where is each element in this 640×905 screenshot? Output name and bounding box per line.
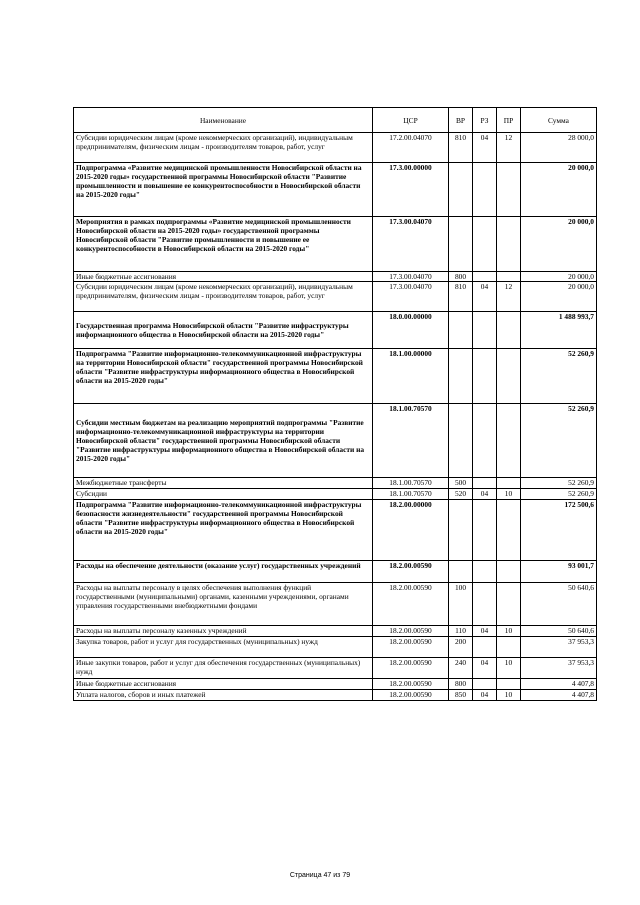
rz-cell	[473, 679, 497, 690]
pr-cell	[497, 217, 521, 272]
rz-cell	[473, 163, 497, 217]
table-row	[74, 626, 597, 637]
pr-cell	[497, 500, 521, 561]
vr-cell: 100	[449, 583, 473, 626]
header-pr: ПР	[497, 108, 521, 133]
sum-cell: 52 260,9	[521, 349, 597, 404]
pr-cell: 10	[497, 690, 521, 701]
table-row	[74, 583, 597, 626]
pr-cell	[497, 583, 521, 626]
rz-cell	[473, 404, 497, 478]
table-row	[74, 637, 597, 658]
code-cell: 17.3.00.04070	[373, 272, 449, 282]
code-cell: 18.2.00.00590	[373, 637, 449, 658]
code-cell: 18.1.00.70570	[373, 489, 449, 500]
vr-cell	[449, 404, 473, 478]
code-cell: 18.2.00.00590	[373, 626, 449, 637]
vr-cell: 800	[449, 272, 473, 282]
code-cell: 18.2.00.00590	[373, 679, 449, 690]
budget-table	[73, 107, 597, 701]
table-row	[74, 500, 597, 561]
table-row	[74, 133, 597, 163]
sum-cell: 50 640,6	[521, 583, 597, 626]
code-cell: 17.3.00.04070	[373, 217, 449, 272]
code-cell: 18.0.00.00000	[373, 312, 449, 349]
rz-cell	[473, 500, 497, 561]
pr-cell	[497, 561, 521, 583]
table-row	[74, 312, 597, 349]
rz-cell: 04	[473, 658, 497, 679]
name-cell: Иные бюджетные ассигнования	[74, 272, 373, 282]
rz-cell	[473, 217, 497, 272]
pr-cell: 10	[497, 658, 521, 679]
vr-cell	[449, 163, 473, 217]
code-cell: 18.1.00.00000	[373, 349, 449, 404]
code-cell: 18.2.00.00590	[373, 658, 449, 679]
table-body	[74, 133, 597, 701]
sum-cell: 4 407,8	[521, 679, 597, 690]
table-row	[74, 217, 597, 272]
name-cell: Субсидии юридическим лицам (кроме некоммерческих организаций), индивидуальным предпринимателям, физическим лицам - производителям товаров, работ, услуг	[74, 133, 373, 163]
sum-cell: 4 407,8	[521, 690, 597, 701]
header-sum: Сумма	[521, 108, 597, 133]
name-cell: Мероприятия в рамках подпрограммы «Развитие медицинской промышленности Новосибирской области на 2015-2020 годы» государственной программы Новосибирской области "Развитие промышленности и повышение ее конкурентоспособности в Новосибирской области на 2015-2020 годы"	[74, 217, 373, 272]
rz-cell: 04	[473, 690, 497, 701]
rz-cell	[473, 272, 497, 282]
code-cell: 18.2.00.00590	[373, 690, 449, 701]
sum-cell: 37 953,3	[521, 658, 597, 679]
sum-cell: 20 000,0	[521, 217, 597, 272]
rz-cell: 04	[473, 489, 497, 500]
code-cell: 17.2.00.04070	[373, 133, 449, 163]
table-row	[74, 679, 597, 690]
sum-cell: 52 260,9	[521, 404, 597, 478]
rz-cell	[473, 478, 497, 489]
pr-cell	[497, 272, 521, 282]
vr-cell: 800	[449, 679, 473, 690]
rz-cell	[473, 637, 497, 658]
header-code: ЦСР	[373, 108, 449, 133]
code-cell: 18.2.00.00000	[373, 500, 449, 561]
name-cell: Субсидии	[74, 489, 373, 500]
table-row	[74, 658, 597, 679]
name-cell: Субсидии юридическим лицам (кроме некоммерческих организаций), индивидуальным предпринимателям, физическим лицам - производителям товаров, работ, услуг	[74, 282, 373, 312]
table-row	[74, 690, 597, 701]
table-row	[74, 561, 597, 583]
sum-cell: 93 001,7	[521, 561, 597, 583]
rz-cell	[473, 312, 497, 349]
name-cell: Расходы на обеспечение деятельности (оказание услуг) государственных учреждений	[74, 561, 373, 583]
code-cell: 18.2.00.00590	[373, 583, 449, 626]
vr-cell: 520	[449, 489, 473, 500]
name-cell: Подпрограмма "Развитие информационно-телекоммуникационной инфраструктуры безопасности жизнедеятельности" государственной программы Новосибирской области "Развитие инфраструктуры информационного общества в Новосибирской области на 2015-2020 годы"	[74, 500, 373, 561]
rz-cell: 04	[473, 626, 497, 637]
table-row	[74, 404, 597, 478]
vr-cell: 810	[449, 282, 473, 312]
header-name: Наименование	[74, 108, 373, 133]
code-cell: 18.1.00.70570	[373, 478, 449, 489]
header-vr: ВР	[449, 108, 473, 133]
name-cell: Уплата налогов, сборов и иных платежей	[74, 690, 373, 701]
sum-cell: 20 000,0	[521, 163, 597, 217]
table-row	[74, 489, 597, 500]
pr-cell	[497, 478, 521, 489]
vr-cell	[449, 312, 473, 349]
page-footer: Страница 47 из 79	[289, 872, 351, 879]
vr-cell	[449, 349, 473, 404]
name-cell: Межбюджетные трансферты	[74, 478, 373, 489]
pr-cell	[497, 679, 521, 690]
rz-cell: 04	[473, 133, 497, 163]
rz-cell	[473, 349, 497, 404]
pr-cell	[497, 637, 521, 658]
code-cell: 18.1.00.70570	[373, 404, 449, 478]
pr-cell	[497, 312, 521, 349]
name-cell: Расходы на выплаты персоналу казенных учреждений	[74, 626, 373, 637]
name-cell: Подпрограмма «Развитие медицинской промышленности Новосибирской области на 2015-2020 годы» государственной программы Новосибирской области "Развитие промышленности и повышение ее конкурентоспособности в Новосибирской области на 2015-2020 годы"	[74, 163, 373, 217]
rz-cell	[473, 561, 497, 583]
code-cell: 18.2.00.00590	[373, 561, 449, 583]
sum-cell: 52 260,9	[521, 478, 597, 489]
pr-cell: 12	[497, 133, 521, 163]
vr-cell	[449, 217, 473, 272]
sum-cell: 52 260,9	[521, 489, 597, 500]
name-cell: Закупка товаров, работ и услуг для государственных (муниципальных) нужд	[74, 637, 373, 658]
sum-cell: 28 000,0	[521, 133, 597, 163]
name-cell: Расходы на выплаты персоналу в целях обеспечения выполнения функций государственными (муниципальными) органами, казенными учреждениями, органами управления государственными внебюджетными фондами	[74, 583, 373, 626]
pr-cell	[497, 349, 521, 404]
sum-cell: 50 640,6	[521, 626, 597, 637]
name-cell: Иные бюджетные ассигнования	[74, 679, 373, 690]
name-cell: Иные закупки товаров, работ и услуг для обеспечения государственных (муниципальных) нужд	[74, 658, 373, 679]
vr-cell: 810	[449, 133, 473, 163]
code-cell: 17.3.00.00000	[373, 163, 449, 217]
vr-cell	[449, 561, 473, 583]
rz-cell: 04	[473, 282, 497, 312]
table-header-row	[74, 108, 597, 133]
sum-cell: 20 000,0	[521, 272, 597, 282]
sum-cell: 1 488 993,7	[521, 312, 597, 349]
vr-cell: 850	[449, 690, 473, 701]
table-row	[74, 272, 597, 282]
pr-cell: 10	[497, 626, 521, 637]
name-cell: Государственная программа Новосибирской области "Развитие инфраструктуры информационного общества в Новосибирской области на 2015-2020 годы"	[74, 312, 373, 349]
vr-cell: 200	[449, 637, 473, 658]
sum-cell: 172 500,6	[521, 500, 597, 561]
name-cell: Подпрограмма "Развитие информационно-телекоммуникационной инфраструктуры на территории Новосибирской области" государственной программы Новосибирской области "Развитие инфраструктуры информационного общества в Новосибирской области на 2015-2020 годы"	[74, 349, 373, 404]
vr-cell: 240	[449, 658, 473, 679]
vr-cell: 500	[449, 478, 473, 489]
sum-cell: 20 000,0	[521, 282, 597, 312]
pr-cell	[497, 404, 521, 478]
vr-cell	[449, 500, 473, 561]
vr-cell: 110	[449, 626, 473, 637]
pr-cell: 12	[497, 282, 521, 312]
table-row	[74, 282, 597, 312]
table-row	[74, 478, 597, 489]
pr-cell	[497, 163, 521, 217]
code-cell: 17.3.00.04070	[373, 282, 449, 312]
table-row	[74, 349, 597, 404]
header-rz: РЗ	[473, 108, 497, 133]
table-row	[74, 163, 597, 217]
pr-cell: 10	[497, 489, 521, 500]
name-cell: Субсидии местным бюджетам на реализацию мероприятий подпрограммы "Развитие информационно-телекоммуникационной инфраструктуры на территории Новосибирской области" государственной программы Новосибирской области "Развитие инфраструктуры информационного общества в Новосибирской области на 2015-2020 годы"	[74, 404, 373, 478]
rz-cell	[473, 583, 497, 626]
sum-cell: 37 953,3	[521, 637, 597, 658]
